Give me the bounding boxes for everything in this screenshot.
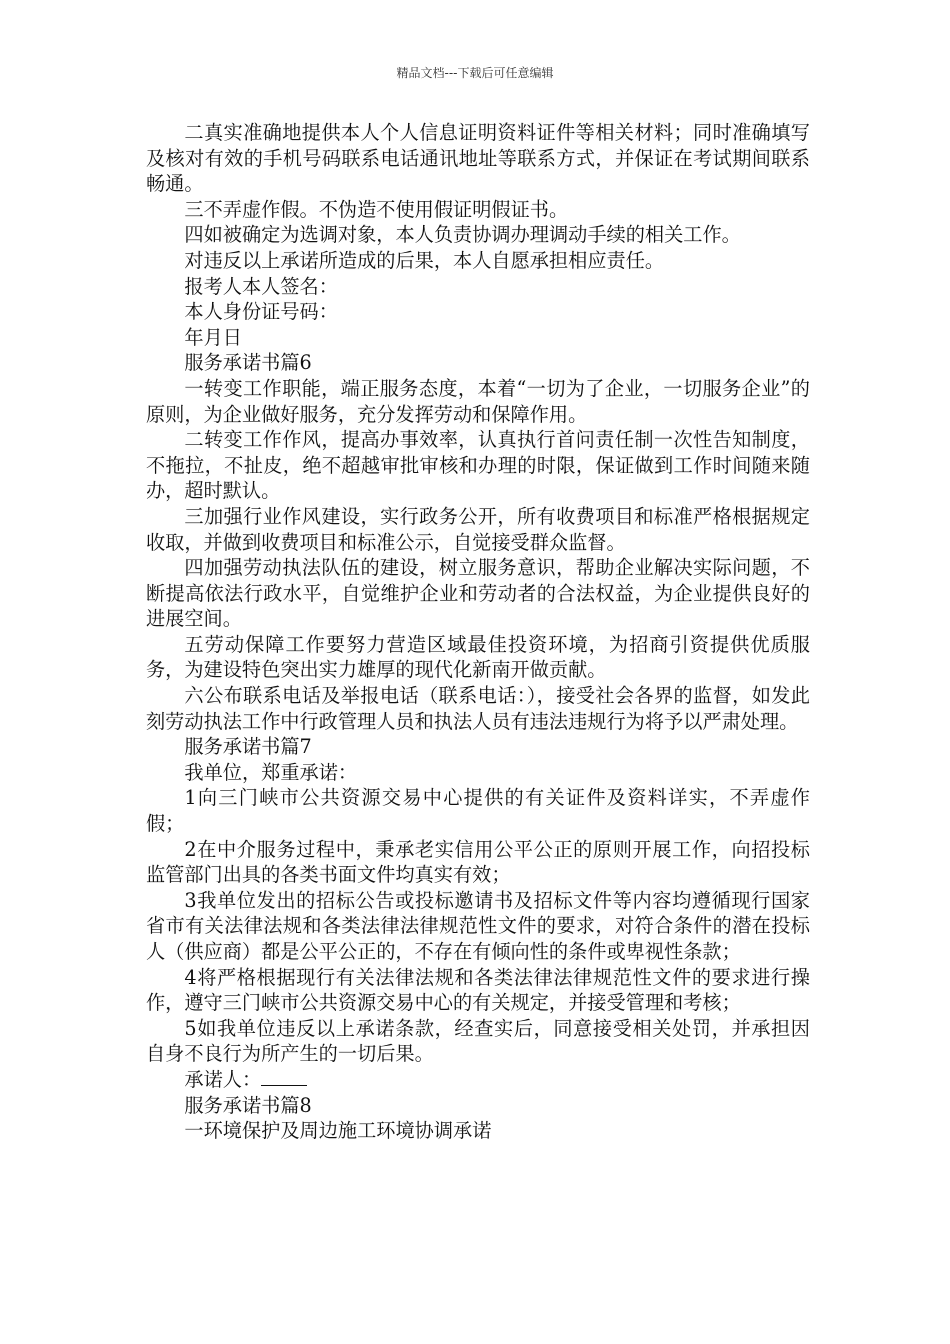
section-title: 服务承诺书篇6: [184, 351, 312, 375]
paragraph: 五劳动保障工作要努力营造区域最佳投资环境，为招商引资提供优质服务，为建设特色突出实力雄厚的现代化新南开做贡献。: [146, 632, 810, 682]
promisor-label: 承诺人：: [184, 1067, 262, 1091]
signature-line: 报考人本人签名：: [184, 274, 338, 298]
date-line: 年月日: [184, 325, 242, 349]
paragraph: 对违反以上承诺所造成的后果，本人自愿承担相应责任。: [184, 248, 665, 272]
paragraph: 二真实准确地提供本人个人信息证明资料证件等相关材料；同时准确填写及核对有效的手机号码联系电话通讯地址等联系方式，并保证在考试期间联系畅通。: [146, 121, 810, 196]
paragraph: 六公布联系电话及举报电话（联系电话：），接受社会各界的监督，如发此刻劳动执法工作中行政管理人员和执法人员有违法违规行为将予以严肃处理。: [146, 684, 810, 733]
paragraph: 二转变工作作风，提高办事效率，认真执行首问责任制一次性告知制度，不拖拉，不扯皮，绝不超越审批审核和办理的时限，保证做到工作时间随来随办，超时默认。: [146, 428, 810, 503]
paragraph: 四加强劳动执法队伍的建设，树立服务意识，帮助企业解决实际问题，不断提高依法行政水平，自觉维护企业和劳动者的合法权益，为企业提供良好的进展空间。: [146, 556, 810, 631]
signature-blank: [261, 1069, 307, 1086]
paragraph: 我单位，郑重承诺：: [184, 760, 358, 784]
paragraph: 1向三门峡市公共资源交易中心提供的有关证件及资料详实，不弄虚作假；: [146, 786, 810, 836]
paragraph: 4将严格根据现行有关法律法规和各类法律法律规范性文件的要求进行操作，遵守三门峡市公共资源交易中心的有关规定，并接受管理和考核；: [146, 965, 810, 1015]
id-number-line: 本人身份证号码：: [184, 300, 338, 324]
section-title: 服务承诺书篇7: [184, 735, 312, 759]
page-header: 精品文档---下载后可任意编辑: [396, 66, 554, 80]
paragraph: 三不弄虚作假。不伪造不使用假证明假证书。: [184, 197, 569, 221]
promisor-line: [146, 1067, 810, 1093]
paragraph: 四如被确定为选调对象，本人负责协调办理调动手续的相关工作。: [184, 223, 741, 247]
paragraph: 三加强行业作风建设，实行政务公开，所有收费项目和标准严格根据规定收取，并做到收费项目和标准公示，自觉接受群众监督。: [146, 504, 810, 554]
paragraph: 5如我单位违反以上承诺条款，经查实后，同意接受相关处罚，并承担因自身不良行为所产生的一切后果。: [146, 1016, 810, 1066]
paragraph: 2在中介服务过程中，秉承老实信用公平公正的原则开展工作，向招投标监管部门出具的各类书面文件均真实有效；: [146, 837, 810, 887]
section-title: 服务承诺书篇8: [184, 1093, 312, 1117]
paragraph: 一环境保护及周边施工环境协调承诺: [184, 1119, 492, 1143]
paragraph: 3我单位发出的招标公告或投标邀请书及招标文件等内容均遵循现行国家省市有关法律法规和各类法律法律规范性文件的要求，对符合条件的潜在投标人（供应商）都是公平公正的，不存在有倾向性的条件或卑视性条款；: [146, 888, 810, 963]
paragraph: 一转变工作职能，端正服务态度，本着“一切为了企业，一切服务企业”的原则，为企业做好服务，充分发挥劳动和保障作用。: [146, 376, 810, 426]
document-body: [146, 120, 810, 1144]
